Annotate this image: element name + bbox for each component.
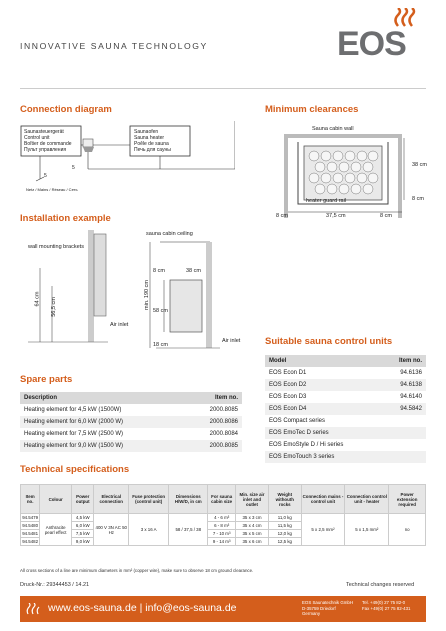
dim-565-label: 56,5 cm	[50, 297, 57, 317]
table-row: EOS EmoStyle D / Hi series	[269, 442, 344, 448]
mains-label: Netz / Mains / Réseau / Сеть	[26, 187, 78, 192]
air-inlet-label-2: Air inlet	[222, 338, 241, 344]
dim-8-left-label: 8 cm	[276, 213, 288, 219]
dim-64-label: 64 cm	[34, 291, 41, 307]
specs-table	[20, 484, 426, 546]
spare-parts-table	[20, 392, 242, 452]
wire-count-2: 5	[72, 165, 75, 171]
installation-title: Installation example	[20, 213, 111, 224]
table-row: 94.5480 6,0 kW 6 - 8 m³ 35 x 4 cm 11,5 kg	[21, 522, 426, 530]
dim-38-inst-label: 38 cm	[186, 268, 201, 274]
control-units-title: Suitable sauna control units	[265, 336, 393, 347]
header-divider	[20, 88, 426, 89]
table-row: EOS Econ D2 94.6138	[265, 379, 426, 391]
control-unit-label: Saunasteuergerät Control unit Boîtier de commande Пульт управления	[24, 129, 72, 153]
table-row: EOS Econ D3 94.6140	[269, 394, 422, 400]
druck-nr: Druck-Nr.: 29344453 / 14.21	[20, 582, 90, 588]
dim-8-bottom-label: 8 cm	[380, 213, 392, 219]
clearance-diagram	[258, 120, 428, 228]
guard-rail-label: heater guard rail	[306, 198, 347, 204]
dim-8-right-label: 8 cm	[412, 196, 424, 202]
footer-url-link[interactable]: www.eos-sauna.de | info@eos-sauna.de	[48, 602, 237, 614]
wave-icon	[26, 603, 40, 615]
table-header-row	[265, 355, 426, 367]
table-row: EOS EmoTouch 3 series	[265, 451, 426, 463]
control-units-table	[265, 355, 426, 463]
spare-parts-title: Spare parts	[20, 374, 73, 385]
heater-label: Saunaofen Sauna heater Poêle de sauna Печь для сауны	[134, 129, 171, 153]
tagline: INNOVATIVE SAUNA TECHNOLOGY	[20, 41, 208, 51]
footer-contact: Tel. +49(0) 27 75 82-0 Fax +49(0) 27 75 82-431	[362, 600, 411, 611]
table-row: Heating element for 4,5 kW (1500W) 2000.8085	[24, 407, 238, 413]
dim-375-label: 37,5 cm	[326, 213, 346, 219]
specs-note: All cross sections of a line are minimum diameters in mm² (copper wire), make sure to observe 18 cm ground clearance.	[20, 568, 254, 573]
wire-count-1: 5	[44, 173, 47, 179]
cabin-wall-label: Sauna cabin wall	[312, 126, 354, 132]
eos-logo: EOS	[337, 25, 406, 63]
changes-note: Technical changes reserved	[346, 582, 415, 588]
dim-58-label: 58 cm	[153, 308, 168, 314]
dim-190-label: min. 190 cm	[143, 280, 150, 310]
dim-18-label: 18 cm	[153, 342, 168, 348]
table-header-row: Item no. Colour Power output Electrical connection Fuse protection (control unit) Dimensions H/W/D, in cm For sauna cabin size Min. size air inlet and outlet Weight withouth rocks Connection mains - control unit Connection control unit - heater Power extension required	[21, 485, 426, 514]
table-row: Heating element for 6,0 kW (2000 W) 2000.8086	[20, 416, 242, 428]
table-row: EOS Econ D1 94.6136	[269, 370, 422, 376]
dim-8-label: 8 cm	[153, 268, 165, 274]
table-row: 94.5479 Anthracite pearl effect 4,5 kW 400 V 3N AC 50 Hz 3 x 16 A 58 / 37,5 / 38 4 - 6 m³ 35 x 3 cm 11,0 kg 5 x 2,5 mm² 5 x 1,5 mm² no	[21, 514, 426, 522]
brackets-label: wall mounting brackets	[28, 244, 84, 250]
col-model: Model	[265, 355, 382, 367]
table-row: Heating element for 7,5 kW (2500 W) 2000.8084	[24, 431, 238, 437]
specs-title: Technical specifications	[20, 464, 130, 475]
table-row: EOS Compact series	[269, 418, 326, 424]
table-row: Heating element for 9,0 kW (1500 W) 2000.8085	[20, 440, 242, 452]
footer-address: EOS Saunatechnik GmbH D-35759 Driedorf Germany	[302, 600, 354, 616]
table-row: 94.5481 7,5 kW 7 - 10 m³ 35 x 5 cm 12,0 kg	[21, 530, 426, 538]
table-row: EOS EmoTec D series	[265, 427, 426, 439]
col-item-no: Item no.	[382, 355, 426, 367]
table-row: 94.5482 9,0 kW 9 - 14 m³ 35 x 6 cm 12,5 kg	[21, 538, 426, 546]
table-header-row: Description Item no.	[20, 392, 242, 404]
table-row: EOS Econ D4 94.5842	[265, 403, 426, 415]
dim-38-label: 38 cm	[412, 162, 427, 168]
air-inlet-label-1: Air inlet	[110, 322, 129, 328]
connection-title: Connection diagram	[20, 104, 112, 115]
clearances-title: Minimum clearances	[265, 104, 359, 115]
ceiling-label: sauna cabin ceiling	[146, 231, 193, 237]
